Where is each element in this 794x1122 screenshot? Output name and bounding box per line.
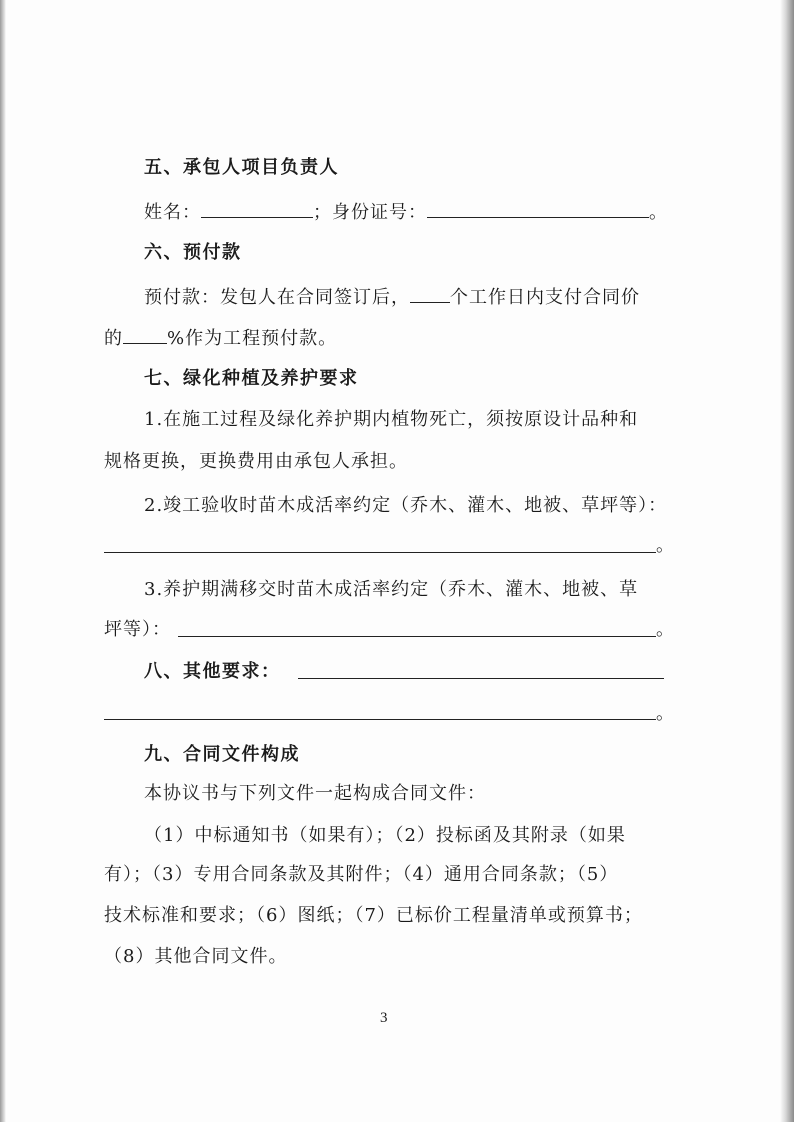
item-3-line-2: 坪等）： bbox=[104, 619, 171, 640]
other-requirements-blank-2[interactable] bbox=[104, 718, 656, 720]
working-days-blank[interactable] bbox=[410, 284, 450, 303]
name-blank[interactable] bbox=[201, 199, 313, 218]
id-number-blank[interactable] bbox=[427, 199, 649, 218]
item-3-blank[interactable] bbox=[178, 635, 656, 637]
section-7-title: 七、绿化种植及养护要求 bbox=[144, 368, 359, 389]
advance-payment-line-1 bbox=[144, 284, 640, 310]
section-5-end-mark: 。 bbox=[649, 202, 668, 223]
page-number: 3 bbox=[380, 1010, 388, 1026]
section-5-fields bbox=[144, 199, 668, 225]
scan-edge-right bbox=[780, 0, 794, 1122]
section-5-title: 五、承包人项目负责人 bbox=[144, 157, 339, 178]
section-8-end-mark: 。 bbox=[656, 703, 674, 724]
contract-documents-list-line-2: 有）；（3）专用合同条款及其附件；（4）通用合同条款；（5） bbox=[104, 864, 619, 885]
advance-payment-text-b: 个工作日内支付合同价 bbox=[450, 287, 640, 308]
item-1-line-1: 1.在施工过程及绿化养护期内植物死亡，须按原设计品种和 bbox=[144, 409, 639, 430]
section-6-title: 六、预付款 bbox=[144, 242, 242, 263]
advance-payment-text-a: 预付款：发包人在合同签订后， bbox=[144, 287, 410, 308]
contract-documents-list-line-4: （8）其他合同文件。 bbox=[104, 946, 288, 967]
contract-documents-list-line-3: 技术标准和要求；（6）图纸；（7）已标价工程量清单或预算书； bbox=[104, 905, 643, 926]
advance-payment-text-c: 的 bbox=[104, 328, 123, 349]
item-3-end-mark: 。 bbox=[656, 619, 674, 640]
contract-documents-intro: 本协议书与下列文件一起构成合同文件： bbox=[144, 783, 486, 804]
other-requirements-blank-1[interactable] bbox=[298, 677, 664, 679]
section-8-title: 八、其他要求： bbox=[144, 661, 281, 682]
item-2-blank[interactable] bbox=[104, 551, 656, 553]
percentage-blank[interactable] bbox=[123, 325, 167, 344]
section-9-title: 九、合同文件构成 bbox=[144, 744, 300, 765]
advance-payment-line-2 bbox=[104, 325, 337, 351]
advance-payment-text-d: %作为工程预付款。 bbox=[167, 328, 338, 349]
scan-edge-left bbox=[0, 0, 6, 1122]
item-2-line-1: 2.竣工验收时苗木成活率约定（乔木、灌木、地被、草坪等）： bbox=[144, 495, 668, 516]
item-3-line-1: 3.养护期满移交时苗木成活率约定（乔木、灌木、地被、草 bbox=[144, 579, 639, 600]
contract-documents-list-line-1: （1）中标通知书（如果有）；（2）投标函及其附录（如果 bbox=[144, 825, 626, 846]
item-1-line-2: 规格更换，更换费用由承包人承担。 bbox=[104, 451, 408, 472]
name-label: 姓名： bbox=[144, 202, 201, 223]
item-2-end-mark: 。 bbox=[656, 535, 674, 556]
id-number-label: ；身份证号： bbox=[313, 202, 427, 223]
